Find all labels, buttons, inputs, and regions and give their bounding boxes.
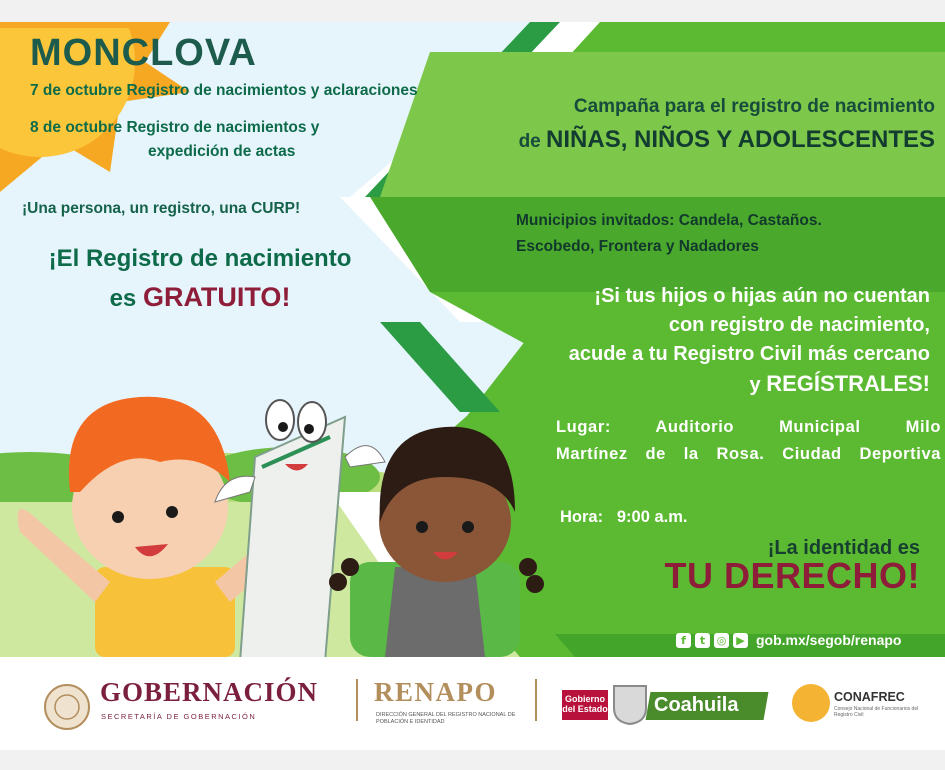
time-label: Hora:	[560, 508, 604, 526]
campaign-line-1: Campaña para el registro de nacimiento	[573, 96, 935, 117]
youtube-icon[interactable]: ▶	[733, 633, 748, 648]
campaign-target: NIÑAS, NIÑOS Y ADOLESCENTES	[546, 126, 935, 153]
website-link[interactable]: gob.mx/segob/renapo	[756, 632, 902, 648]
municipalities	[516, 208, 936, 260]
date-line-1: 7 de octubre Registro de nacimientos y aclaraciones	[30, 82, 418, 99]
city-title: MONCLOVA	[30, 32, 257, 74]
free-exclaim: !	[281, 282, 291, 312]
free-line-1: ¡El Registro de nacimiento	[48, 245, 352, 272]
social-links	[676, 632, 901, 648]
coahuila-logo: Coahuila	[654, 694, 739, 716]
conafrec-emblem-icon	[792, 684, 830, 722]
coahuila-shield-icon	[610, 682, 650, 726]
curp-slogan: ¡Una persona, un registro, una CURP!	[22, 200, 301, 217]
renapo-logo: RENAPO	[374, 677, 497, 707]
coahuila-badge: Gobierno del Estado	[562, 690, 608, 720]
footer-divider	[356, 679, 358, 721]
event-time	[560, 508, 687, 527]
free-gratuito: GRATUITO	[142, 282, 282, 312]
campaign-poster	[0, 22, 945, 657]
footer-logos	[0, 657, 945, 750]
place-line-1: Lugar: Auditorio Municipal Milo	[556, 418, 941, 436]
campaign-de: de	[518, 131, 541, 152]
mexico-seal-icon	[42, 683, 92, 731]
call-to-action	[440, 282, 930, 400]
municipalities-line-2: Escobedo, Frontera y Nadadores	[516, 238, 759, 255]
date-line-2b: expedición de actas	[148, 143, 296, 160]
time-value: 9:00 a.m.	[616, 508, 688, 526]
facebook-icon[interactable]: f	[676, 633, 691, 648]
cta-line-4a: y	[749, 374, 761, 396]
twitter-icon[interactable]: t	[695, 633, 710, 648]
conafrec-subtitle: Consejo Nacional de Funcionarios del Registro Civil	[834, 706, 919, 718]
free-line-2a: es	[109, 285, 137, 312]
gobernacion-logo: GOBERNACIÓN	[100, 677, 319, 707]
cta-line-3: acude a tu Registro Civil más cercano	[568, 343, 930, 365]
conafrec-logo: CONAFREC	[834, 690, 905, 704]
cta-line-1: ¡Si tus hijos o hijas aún no cuentan	[594, 285, 930, 307]
identity-line: ¡La identidad es	[767, 537, 920, 559]
date-line-2a: 8 de octubre Registro de nacimientos y	[30, 119, 320, 136]
cta-line-4b: REGÍSTRALES!	[766, 371, 930, 396]
free-registration-headline	[10, 240, 390, 318]
instagram-icon[interactable]: ◎	[714, 633, 729, 648]
place-line-2: Martínez de la Rosa. Ciudad Deportiva	[556, 445, 941, 463]
date-line-2	[30, 116, 319, 164]
cta-line-2: con registro de nacimiento,	[668, 314, 930, 336]
derecho-headline: TU DERECHO!	[664, 555, 920, 596]
event-place	[556, 414, 941, 468]
gobernacion-subtitle: SECRETARÍA DE GOBERNACIÓN	[101, 712, 257, 721]
campaign-line-2	[430, 126, 935, 154]
footer-divider	[535, 679, 537, 721]
renapo-subtitle: DIRECCIÓN GENERAL DEL REGISTRO NACIONAL DE POBLACIÓN E IDENTIDAD	[376, 712, 516, 725]
municipalities-line-1: Municipios invitados: Candela, Castaños.	[516, 212, 822, 229]
